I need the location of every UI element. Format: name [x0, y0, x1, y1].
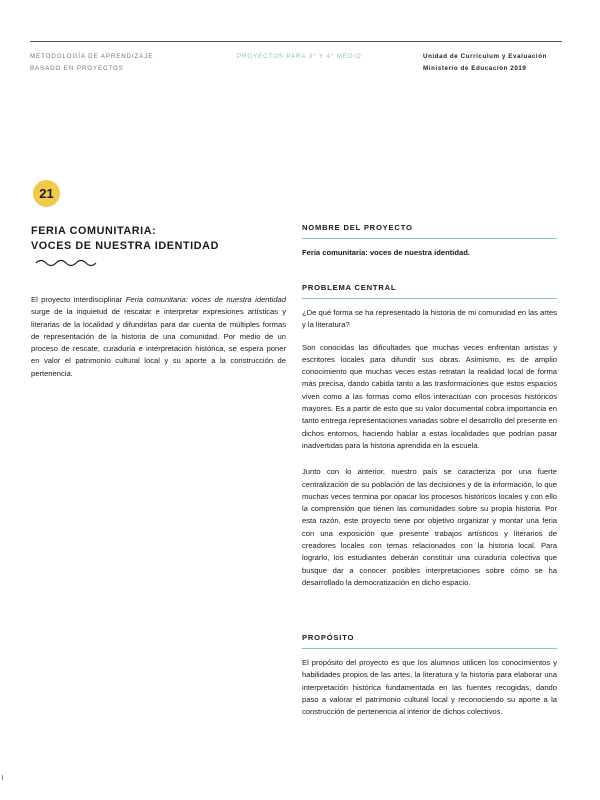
- section-heading: NOMBRE DEL PROYECTO: [302, 223, 557, 239]
- header-right: [423, 51, 547, 75]
- header-left: [30, 51, 153, 75]
- section-nombre: [302, 223, 557, 259]
- section-heading: PROBLEMA CENTRAL: [302, 283, 557, 299]
- title-line1: FERIA COMUNITARIA:: [31, 225, 157, 237]
- section-problema: [302, 283, 557, 599]
- header-left-line1: METODOLOGÍA DE APRENDIZAJE: [30, 53, 154, 60]
- intro-italic-title: Feria comunitaria: voces de nuestra identidad: [125, 295, 286, 304]
- problema-paragraph-2: Junto con lo anterior, nuestro país se caracteriza por una fuerte centralización de su población de las decisiones y de la información, lo que muchas veces termina por opacar los procesos históricos locales y con ello la comprensión que tienen las comunidades sobre su propia historia. Por esta razón, este proyecto tiene por objetivo organizar y montar una feria con una exposición que presente trabajos artísticos y literarios de creadores locales con temas relacionados con la historia local. Para lograrlo, los estudiantes deberán constituir una curaduría colectiva que busque dar a conocer posibles interpretaciones sobre cómo se ha desarrollado la democratización en dicho espacio.: [302, 467, 557, 587]
- project-name: Feria comunitaria: voces de nuestra identidad.: [302, 248, 470, 257]
- section-body: [302, 307, 557, 589]
- header-right-line1: Unidad de Currículum y Evaluación: [423, 53, 547, 60]
- header-middle: PROYECTOS PARA 3° Y 4° MEDIO: [237, 53, 362, 60]
- title-line2: VOCES DE NUESTRA IDENTIDAD: [31, 240, 219, 252]
- header-left-line2: BASADO EN PROYECTOS: [30, 65, 124, 72]
- wave-divider-icon: [35, 258, 97, 268]
- page-title: [31, 224, 219, 254]
- intro-part1: El proyecto interdisciplinar: [31, 295, 126, 304]
- section-proposito: [302, 633, 557, 718]
- header-right-line2: Ministerio de Educación 2019: [423, 65, 527, 72]
- project-number-badge: 21: [33, 180, 60, 207]
- problema-paragraph-1: Son conocidas las dificultades que muchas veces enfrentan artistas y escritores locales para difundir sus obras. Asimismo, es de amplio conocimiento que muchas veces estas retratan la realidad local de forma más precisa, dando cabida tanto a las trasformaciones que estos espacios viven como a las formas como ellos interactúan con procesos históricos mayores. Es a partir de esto que su valor documental cobra importancia en tanto entrega representaciones variadas sobre el desarrollo del presente en dichos entornos, haciendo hablar a estas localidades que podrían pasar inadvertidas para la historia aprendida en la escuela.: [302, 342, 557, 450]
- intro-paragraph: [31, 294, 286, 380]
- intro-part2: surge de la inquietud de rescatar e interpretar expresiones artísticas y literarias de la localidad y difundirlas para dar cuenta de múltiples formas de representación de la historia de una comunidad. Por medio de un proceso de rescate, curaduría e interpretación histórica, se espera poner en valor el patrimonio cultural local y su aporte a la construcción de pertenencia.: [31, 307, 286, 378]
- page-edge-mark: [2, 775, 3, 780]
- proposito-body: El propósito del proyecto es que los alumnos utilicen los conocimientos y habilidades propios de las artes, la literatura y la historia para elaborar una interpretación histórica fundamentada en las fuentes recogidas, dando paso a valorar el patrimonio cultural local y reconociendo su aporte a la construcción de pertenencia al interior de dichos colectivos.: [302, 658, 557, 717]
- section-heading: PROPÓSITO: [302, 633, 557, 649]
- problema-question: ¿De qué forma se ha representado la historia de mi comunidad en las artes y la literatura?: [302, 308, 557, 330]
- header-rule: [30, 41, 562, 42]
